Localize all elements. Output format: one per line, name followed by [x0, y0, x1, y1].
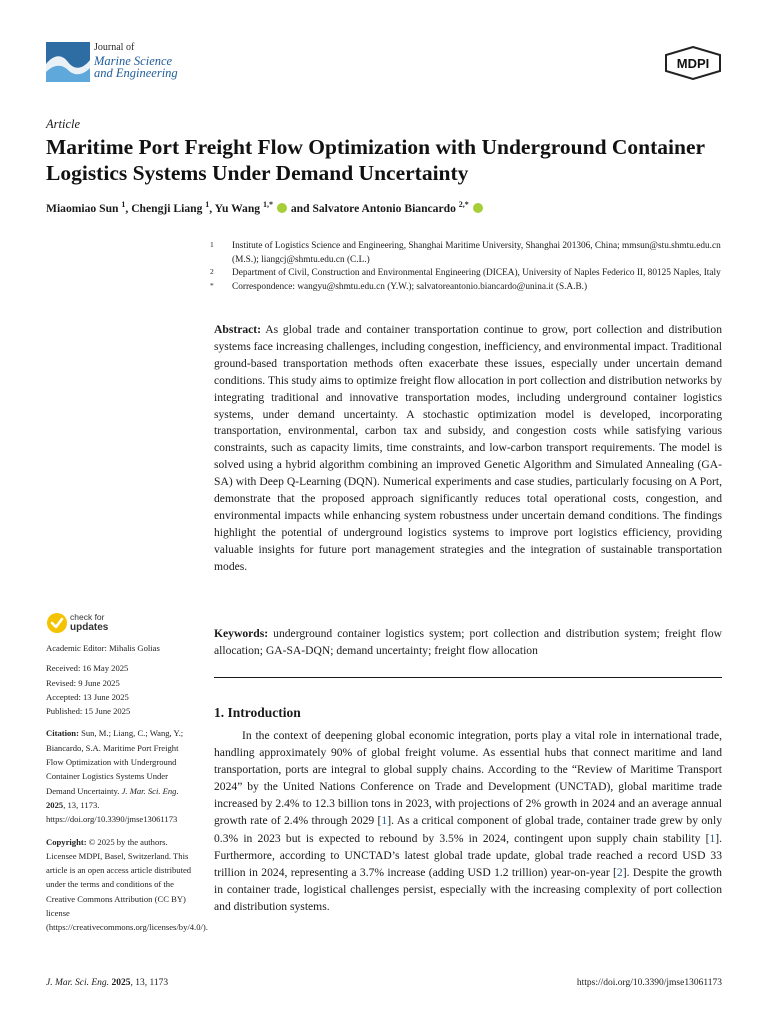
academic-editor: Academic Editor: Mihalis Golias — [46, 643, 160, 653]
footer-year: 2025 — [111, 978, 131, 988]
intro-text: ]. As a critical component of global trade, container trade grew by only 0.3% in 2023 but is expected to rebound by 3.5% in 2024, contingent upon supply chain stability [ — [214, 814, 722, 845]
citation-volume-doi[interactable]: , 13, 1173. https://doi.org/10.3390/jmse13061173 — [46, 799, 178, 825]
affiliation-mark: 2 — [210, 267, 214, 277]
affiliation-item — [210, 281, 730, 295]
citation-text: Sun, M.; Liang, C.; Wang, Y.; Biancardo, S.A. Maritime Port Freight Flow Optimization with Underground Container Logistics Systems Under Demand Uncertainty. — [46, 728, 184, 796]
abstract-label: Abstract: — [214, 323, 262, 336]
affiliations — [210, 240, 730, 294]
introduction-paragraph — [214, 727, 722, 915]
author-name: Chengji Liang — [131, 201, 203, 215]
article-type: Article — [46, 117, 81, 131]
affiliation-text: Department of Civil, Construction and Environmental Engineering (DICEA), University of Naples Federico II, 80125 Naples, Italy — [232, 268, 721, 279]
check-line-1: check for — [70, 612, 105, 622]
author-affil-mark: 1,* — [263, 200, 274, 209]
intro-text: In the context of deepening global economic integration, ports play a vital role in international trade, handling approximately 90% of global freight volume. As essential hubs that connect maritime and land transportation, ports are integral to global supply chains. According to the “Review of Maritime Transport 2024” by the United Nations Conference on Trade and Development (UNCTAD), global maritime trade increased by 2.4% to 12.3 billion tons in 2023, with projections of 2% growth in 2024 and an average annual growth rate of 2.4% through 2029 [ — [214, 729, 722, 828]
orcid-icon[interactable] — [277, 203, 287, 213]
orcid-icon[interactable] — [473, 203, 483, 213]
intro-text: ]. Furthermore, according to UNCTAD’s latest global trade update, global trade reached a record USD 33 trillion in 2024, representing a 3.7% increase (adding USD 1.2 trillion) year-on-year [ — [214, 831, 722, 879]
footer-doi-link[interactable]: https://doi.org/10.3390/jmse13061173 — [576, 978, 722, 988]
journal-line-3: and Engineering — [94, 66, 178, 80]
received-date: Received: 16 May 2025 — [46, 663, 129, 674]
copyright-label: Copyright: — [46, 836, 87, 847]
author-affil-mark: 1 — [205, 200, 210, 209]
journal-line-1: Journal of — [94, 42, 135, 53]
mdpi-logo[interactable] — [664, 46, 722, 80]
abstract — [214, 322, 722, 576]
footer-journal: J. Mar. Sci. Eng. — [46, 978, 110, 988]
affiliation-text: Institute of Logistics Science and Engineering, Shanghai Maritime University, Shanghai 201306, China; mmsun@stu.shmtu.edu.cn (M.S.); liangcj@shmtu.edu.cn (C.L.) — [232, 241, 721, 265]
footer-volume: , 13, 1173 — [130, 978, 169, 988]
copyright-block — [46, 835, 208, 935]
author-name: Miaomiao Sun — [46, 201, 119, 215]
check-updates-icon — [46, 612, 68, 634]
journal-line-2: Marine Science — [94, 53, 173, 68]
authors-conjunction: and — [290, 201, 310, 215]
intro-text: ]. Despite the growth in container trade, logistical challenges persist, especially with the increasing complexity of port collection and distribution systems. — [214, 865, 722, 913]
affiliation-item — [210, 267, 730, 281]
citation-year: 2025 — [46, 799, 64, 810]
check-line-2: updates — [70, 621, 109, 633]
article-sidebar — [46, 641, 208, 935]
article-title: Maritime Port Freight Flow Optimization with Underground Container Logistics Systems Under Demand Uncertainty — [46, 135, 705, 185]
citation-link[interactable]: 2 — [616, 865, 623, 879]
author-name: Salvatore Antonio Biancardo — [312, 201, 456, 215]
citation-block — [46, 726, 196, 826]
abstract-text: As global trade and container transportation continue to grow, port collection and distribution systems face increasing challenges, including congestion, inefficiency, and environmental impact. Traditional ground-based transportation methods often exacerbate these issues, especially under uncertain demand conditions. This study aims to optimize freight flow allocation in port collection and distribution networks by integrating traditional and innovative transportation modes, including underground container logistics systems, under demand uncertainty. A stochastic optimization model is developed, incorporating transportation, environmental, carbon tax and subsidy, and congestion costs while satisfying various constraints, such as capacity limits, time constraints, and low-carbon transport requirements. The model is solved using a hybrid algorithm combining an improved Genetic Algorithm and Simulated Annealing (GA-SA) with Deep Q-Learning (DQN). Numerical experiments and case studies, particularly focusing on A Port, demonstrate that the proposed approach significantly reduces total operational costs, congestion, and environmental impacts while enhancing system robustness under uncertain demand conditions. The findings highlight the potential of underground logistics systems to improve port logistics efficiency, providing valuable insights for future port management strategies and the integration of sustainable transportation modes. — [214, 323, 722, 573]
accepted-date: Accepted: 13 June 2025 — [46, 691, 129, 702]
author-name: Yu Wang — [214, 201, 261, 215]
affiliation-mark: 1 — [210, 240, 214, 249]
journal-logo[interactable] — [46, 42, 206, 84]
footer-citation — [46, 978, 168, 988]
section-heading: 1. Introduction — [214, 705, 301, 720]
affiliation-item — [210, 240, 730, 267]
copyright-text: © 2025 by the authors. Licensee MDPI, Basel, Switzerland. This article is an open access article distributed under the terms and conditions of the Creative Commons Attribution (CC BY) license (https://creativecommons.org/licenses/by/4.0/). — [46, 836, 208, 933]
published-date: Published: 15 June 2025 — [46, 706, 131, 717]
author-affil-mark: 2,* — [458, 200, 469, 209]
revised-date: Revised: 9 June 2025 — [46, 677, 120, 688]
keywords-label: Keywords: — [214, 627, 269, 640]
wave-icon — [46, 42, 90, 82]
author-list: Miaomiao Sun $^1$, Chengji Liang $^1$, Yu Wang $^{1,*}$ and Salvatore Antonio Biancardo $^{2,*}$ — [46, 200, 484, 215]
affiliation-mark: * — [210, 280, 214, 290]
publisher-name: MDPI — [676, 56, 710, 71]
keywords — [214, 626, 722, 660]
citation-link[interactable]: 1 — [381, 814, 388, 828]
correspondence-text: Correspondence: wangyu@shmtu.edu.cn (Y.W.); salvatoreantonio.biancardo@unina.it (S.A.B.) — [232, 281, 588, 292]
author-affil-mark: 1 — [121, 200, 126, 209]
section-divider — [214, 677, 722, 678]
citation-label: Citation: — [46, 728, 79, 739]
journal-title — [94, 42, 178, 80]
check-updates-text — [70, 613, 108, 632]
citation-link[interactable]: 1 — [709, 831, 716, 845]
check-for-updates-badge[interactable] — [46, 612, 166, 636]
keywords-text: underground container logistics system; port collection and distribution system; freight flow allocation; GA-SA-DQN; demand uncertainty; freight flow allocation — [214, 627, 722, 657]
citation-journal: J. Mar. Sci. Eng. — [121, 785, 179, 796]
